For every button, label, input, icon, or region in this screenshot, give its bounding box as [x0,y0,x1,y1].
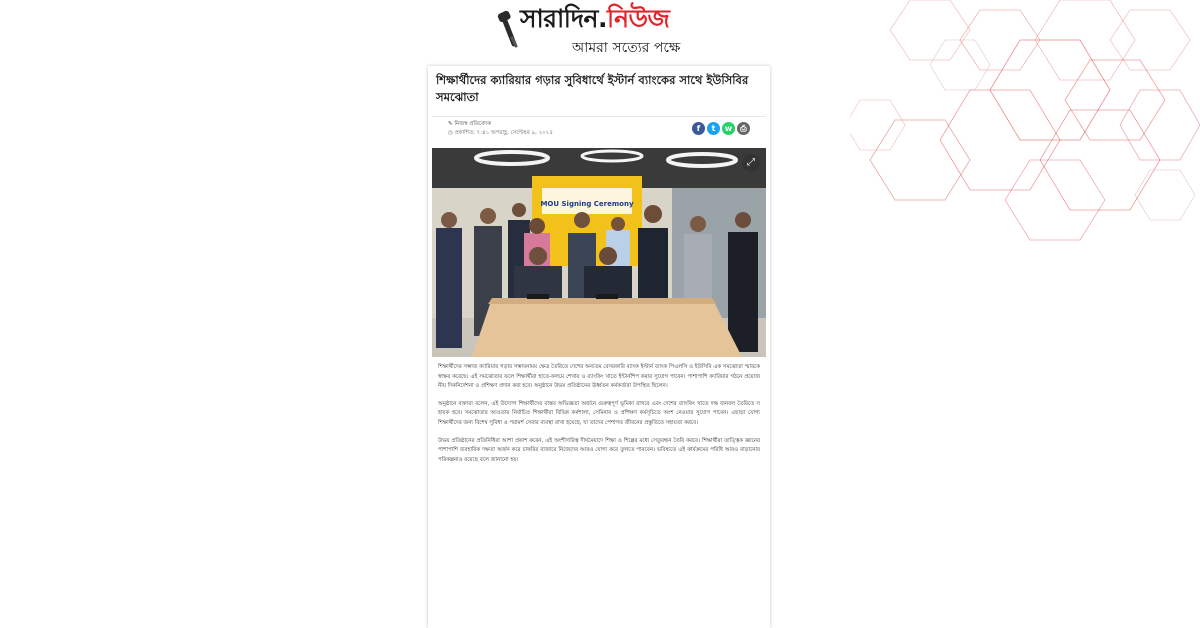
microphone-icon [494,8,522,48]
share-buttons [692,122,750,135]
article-card [428,66,770,628]
author-name: নিজস্ব প্রতিবেদক [454,121,492,127]
publish-date: প্রকাশিত: ৭:৪১ অপরাহ্ণ, সেপ্টেম্বর ৯, ২০২৫ [454,130,553,136]
article-paragraph: অনুষ্ঠানে বক্তারা বলেন, এই উদ্যোগ শিক্ষার্থীদের বাস্তব অভিজ্ঞতা অর্জনে গুরুত্বপূর্ণ ভূমিকা রাখবে এবং দেশের ব্যাংকিং খাতে দক্ষ জনবল তৈরিতে সহায়ক হবে। সমঝোতার আওতায় নির্বাচিত শিক্ষার্থীরা বিভিন্ন কর্মশালা, সেমিনার ও প্রশিক্ষণ কর্মসূচিতে অংশ নেওয়ার সুযোগ পাবেন। এছাড়া যোগ্য শিক্ষার্থীদের জন্য বিশেষ সুবিধা ও পরামর্শ সেবার ব্যবস্থা রাখা হয়েছে, যা তাদের পেশাগত জীবনের প্রস্তুতিতে সহায়তা করবে। [438,400,760,426]
logo-name [520,2,669,36]
logo-tagline: আমরা সত্যের পক্ষে [572,40,681,56]
mou-signing-photo [432,148,766,357]
site-logo[interactable] [494,2,714,60]
article-headline: শিক্ষার্থীদের ক্যারিয়ার গড়ার সুবিধার্থে ইস্টার্ন ব্যাংকের সাথে ইউসিবির সমঝোতা [436,73,749,104]
twitter-icon[interactable]: t [707,122,720,135]
print-icon[interactable]: ⎙ [737,122,750,135]
article-meta [432,116,766,142]
article-photo[interactable] [432,148,766,357]
expand-icon[interactable]: ⤢ [742,154,760,172]
logo-name-part2: নিউজ [606,4,670,33]
pen-icon: ✎ [448,121,455,127]
article-paragraph: উভয় প্রতিষ্ঠানের প্রতিনিধিরা আশা প্রকাশ করেন, এই অংশীদারিত্ব দীর্ঘমেয়াদে শিক্ষা ও শিল্পের মধ্যে সেতুবন্ধন তৈরি করবে। শিক্ষার্থীরা তাত্ত্বিক জ্ঞানের পাশাপাশি ব্যবহারিক দক্ষতা অর্জন করে চাকরির বাজারে নিজেদের আরও যোগ্য করে তুলতে পারবেন। ভবিষ্যতে এই কার্যক্রমের পরিধি আরও বাড়ানোর পরিকল্পনাও রয়েছে বলে জানানো হয়। [438,437,760,463]
article-body [432,357,766,465]
facebook-icon[interactable]: f [692,122,705,135]
clock-icon: ◷ [448,130,455,136]
logo-name-part1: সারাদিন. [520,4,607,33]
whatsapp-icon[interactable]: w [722,122,735,135]
photo-screen-text: MOU Signing Ceremony [540,200,634,208]
article-paragraph: শিক্ষার্থীদের সম্ভাব্য ক্যারিয়ার গড়ার সম্ভাবনাময় ক্ষেত্র তৈরিতে দেশের অন্যতম বেসরকারি ব্যাংক ইস্টার্ন ব্যাংক পিএলসি ও ইউসিবি এক সমঝোতা স্মারকে স্বাক্ষর করেছে। এই সমঝোতার ফলে শিক্ষার্থীরা হাতে-কলমে শেখার ও ব্যাংকিং খাতে ইন্টার্নশিপ করার সুযোগ পাবেন। পাশাপাশি ক্যারিয়ার গঠনে প্রয়োজনীয় দিকনির্দেশনা ও প্রশিক্ষণ প্রদান করা হবে। অনুষ্ঠানে উভয় প্রতিষ্ঠানের ঊর্ধ্বতন কর্মকর্তারা উপস্থিত ছিলেন। [438,364,760,390]
hexagon-pattern-decoration [850,0,1200,260]
